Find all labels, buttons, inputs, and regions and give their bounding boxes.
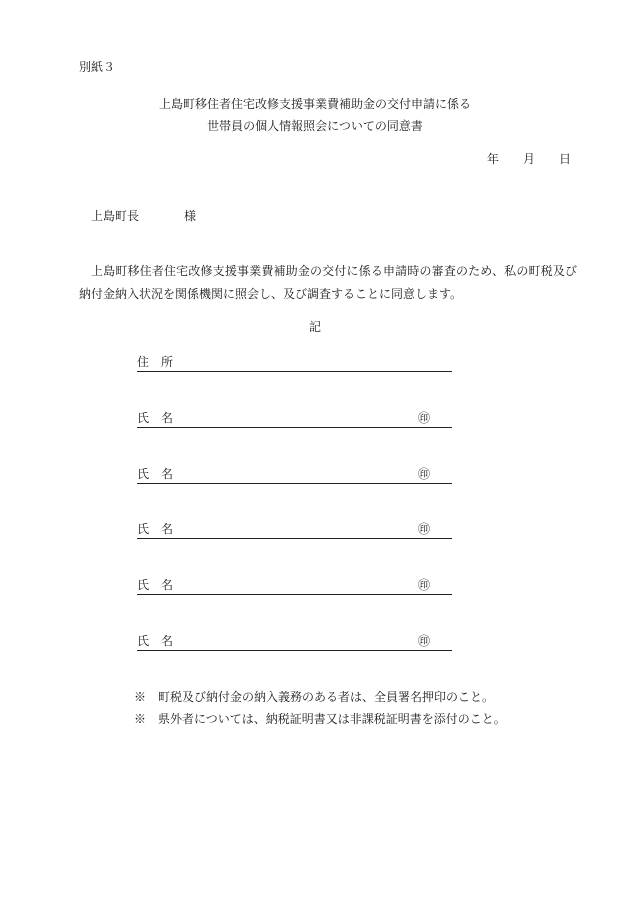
address-field[interactable]: [137, 353, 452, 372]
document-title-line-1: 上島町移住者住宅改修支援事業費補助金の交付申請に係る: [158, 97, 471, 111]
addressee-name: 上島町長: [91, 209, 140, 223]
name-label: 氏 名: [137, 467, 174, 481]
name-label: 氏 名: [137, 578, 174, 592]
date-year: 年: [487, 152, 500, 166]
address-label: 住 所: [137, 355, 174, 369]
seal-mark: ㊞: [417, 634, 430, 648]
date-month: 月: [523, 152, 536, 166]
addressee-honorific: 様: [184, 209, 197, 223]
document-title-line-2: 世帯員の個人情報照会についての同意書: [207, 119, 423, 133]
consent-body-text: 上島町移住者住宅改修支援事業費補助金の交付に係る申請時の審査のため、私の町税及び納付金納入状況を関係機関に照会し、及び調査することに同意します。: [79, 264, 577, 301]
name-field-3[interactable]: [137, 520, 452, 539]
name-label: 氏 名: [137, 522, 174, 536]
seal-mark: ㊞: [417, 411, 430, 425]
record-heading: 記: [308, 320, 321, 334]
attachment-label: 別紙３: [79, 60, 116, 74]
seal-mark: ㊞: [417, 467, 430, 481]
name-label: 氏 名: [137, 411, 174, 425]
name-field-2[interactable]: [137, 465, 452, 484]
name-field-4[interactable]: [137, 576, 452, 595]
note-out-of-prefecture: ※ 県外者については、納税証明書又は非課税証明書を添付のこと。: [134, 712, 506, 726]
seal-mark: ㊞: [417, 522, 430, 536]
seal-mark: ㊞: [417, 578, 430, 592]
name-label: 氏 名: [137, 634, 174, 648]
name-field-1[interactable]: [137, 409, 452, 428]
name-field-5[interactable]: [137, 632, 452, 651]
note-signature-requirement: ※ 町税及び納付金の納入義務のある者は、全員署名押印のこと。: [134, 690, 495, 704]
date-day: 日: [559, 152, 572, 166]
